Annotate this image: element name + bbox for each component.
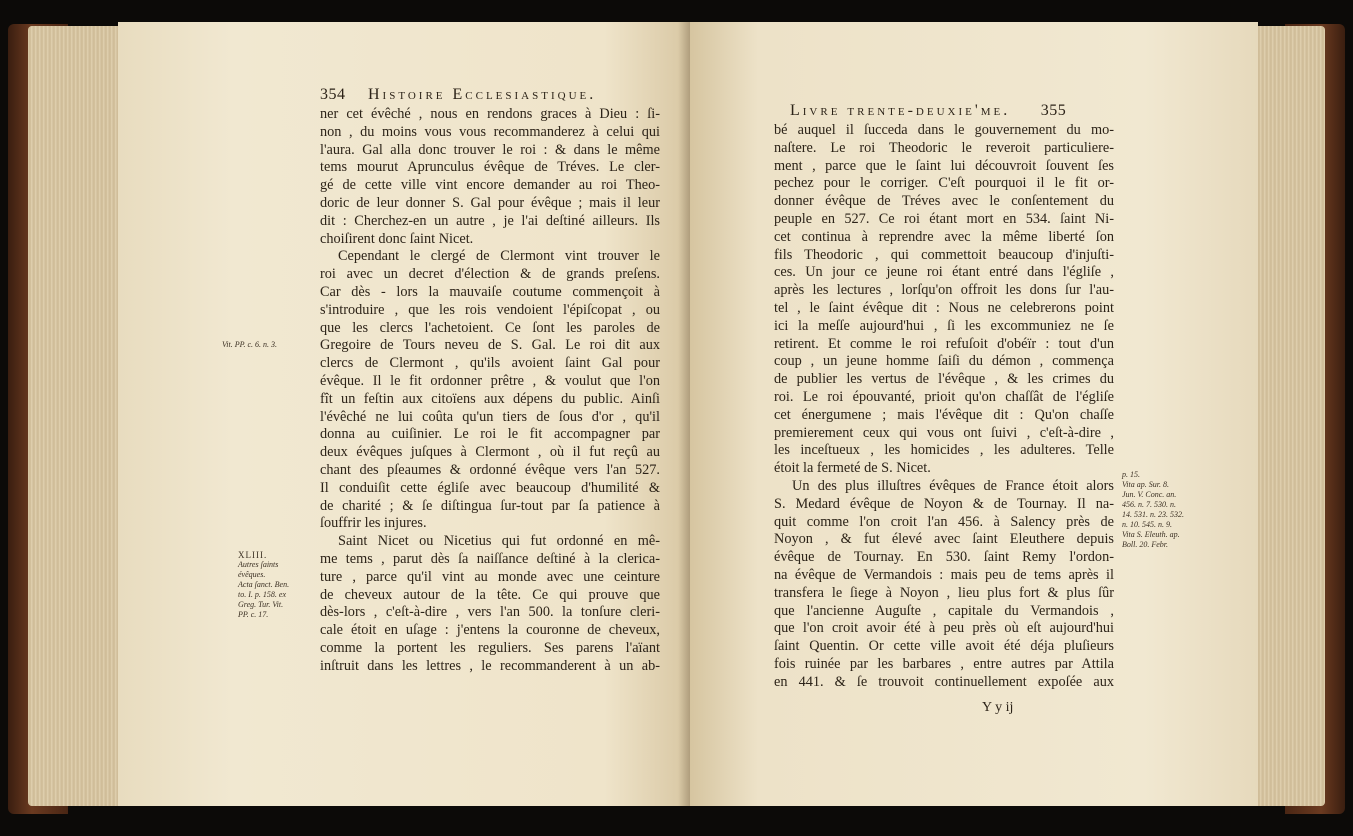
text-line: dès-lors , c'eſt-à-dire , vers l'an 500. la tonſure cleri- — [320, 604, 660, 621]
text-line: l'aura. Gal alla donc trouver le roi : & dans le même — [320, 141, 660, 158]
margin-note-line: to. I. p. 158. ex — [238, 590, 286, 599]
text-line: roi avec un decret d'élection & de grands preſens. — [320, 266, 660, 283]
text-line: de publier les vertus de l'évêque , & les crimes du — [774, 371, 1114, 388]
text-line: non , du moins vous vous recommanderez à celui qui — [320, 123, 660, 140]
margin-note-line: XLIII. — [238, 550, 268, 560]
margin-note-line: Vit. PP. c. 6. n. 3. — [222, 340, 278, 349]
text-line: dit : Cherchez-en un autre , je l'ai deſtiné ailleurs. Ils — [320, 212, 660, 229]
text-line: bé auquel il ſucceda dans le gouvernement du mo- — [774, 122, 1114, 138]
left-margin-note-vit — [222, 340, 277, 350]
text-line: après les lectures , lorſqu'on offroit les dons ſur l'au- — [774, 282, 1114, 299]
margin-note-line: PP. c. 17. — [238, 610, 269, 619]
text-line: que l'ancienne Auguſte , capitale du Vermandois , — [774, 602, 1114, 619]
text-line: Il conduiſit cette égliſe avec beaucoup d'humilité & — [320, 479, 660, 496]
text-line: fois ruinée par les barbares , entre autres par Attila — [774, 655, 1114, 672]
text-line: de charité ; & ſe diſtingua ſur-tout par ſa patience à — [320, 497, 660, 514]
text-line: fît un feſtin aux citoïens aux dépens du public. Ainſi — [320, 390, 660, 407]
text-line: ſaint Quentin. Or cette ville avoit été déja pluſieurs — [774, 638, 1114, 655]
text-line: Un des plus illuſtres évêques de France étoit alors — [792, 477, 1114, 494]
text-line: ces. Un jour ce jeune roi étant entré dans l'égliſe , — [774, 264, 1114, 281]
text-line: de cheveux autour de la tête. Ce qui prouve que — [320, 586, 660, 603]
margin-note-line: Vita S. Eleuth. ap. — [1122, 530, 1180, 539]
margin-note-line: p. 15. — [1122, 470, 1140, 479]
right-page-number: 355 — [1040, 102, 1067, 119]
text-line: comme la portent les reguliers. Ses parens l'aïant — [320, 639, 660, 656]
text-line: que les clercs l'achetoient. Ce ſont les paroles de — [320, 319, 660, 336]
margin-note-line: Jun. V. Conc. an. — [1122, 490, 1177, 499]
margin-note-line: Acta ſanct. Ben. — [238, 580, 290, 589]
text-line: évêque de Tournay. En 530. ſaint Remy l'ordon- — [774, 549, 1114, 566]
left-page-number: 354 — [320, 86, 346, 103]
text-line: tems mourut Aprunculus évêque de Tréves. Le cler- — [320, 159, 660, 176]
text-line: ſouffrir les injures. — [320, 515, 427, 532]
text-line: me tems , parut dès ſa naiſſance deſtiné à la clerica- — [320, 550, 660, 567]
text-line: na évêque de Vermandois : mais peu de tems après il — [774, 566, 1114, 583]
text-line: donna au cuiſinier. Le roi le fit accompagner par — [320, 426, 660, 443]
text-line: Noyon , & fut élevé avec ſaint Eleuthere depuis — [774, 531, 1114, 548]
signature-mark: Y y ij — [982, 700, 1014, 715]
text-line: quit comme l'on croit l'an 456. à Salency près de — [774, 513, 1114, 530]
margin-note-line: 14. 531. n. 23. 532. — [1122, 510, 1184, 519]
text-line: inſtruit dans les lettres , le recommanderent à un ab- — [320, 657, 660, 674]
margin-note-line: Autres ſaints — [238, 560, 279, 569]
text-line: Cependant le clergé de Clermont vint trouver le — [338, 248, 660, 265]
text-line: roi. Le roi épouvanté, prioit qu'on chaſſât de l'égliſe — [774, 388, 1114, 405]
text-line: donner évêque de Tréves avec le conſentement du — [774, 193, 1114, 210]
text-line: en 441. & ſe trouvoit continuellement expoſée aux — [774, 673, 1114, 690]
text-line: ment , parce que le ſaint lui découvroit ſouvent ſes — [774, 157, 1114, 174]
text-line: coup , un jeune homme ſaiſi du démon , commença — [774, 353, 1114, 370]
text-line: clercs de Clermont , qu'ils avoient ſaint Gal pour — [320, 355, 660, 372]
margin-note-line: 456. n. 7. 530. n. — [1122, 500, 1176, 509]
margin-note-line: n. 10. 545. n. 9. — [1122, 520, 1172, 529]
left-page — [118, 22, 690, 806]
text-line: les inceſtueux , les homicides , les adulteres. Telle — [774, 442, 1114, 459]
text-line: cet continua à reprendre avec la même liberté ſon — [774, 228, 1114, 245]
text-line: ture , parce qu'il vint au monde avec une ceinture — [320, 568, 660, 585]
text-line: doric de leur donner S. Gal pour évêque ; mais il leur — [320, 194, 660, 211]
text-line: ici la meſſe aujourd'hui , ſi les excommuniez ne ſe — [774, 317, 1114, 334]
text-line: Car dès - lors la mauvaiſe coutume commençoit à — [320, 283, 660, 300]
text-line: cet énergumene ; mais l'évêque dit : Qu'on chaſſe — [774, 406, 1114, 423]
page-edges-left — [28, 26, 124, 806]
text-line: Saint Nicet ou Nicetius qui fut ordonné en mê- — [338, 533, 660, 550]
right-margin-note — [1122, 470, 1184, 550]
text-line: pechez pour le corriger. C'eſt pourquoi il le fit or- — [774, 175, 1114, 192]
text-line: fils Theodoric , qui commettoit beaucoup d'injuſti- — [774, 246, 1114, 263]
text-line: Gregoire de Tours neveu de S. Gal. Le roi dit aux — [320, 337, 660, 354]
text-line: évêque. Il le fit ordonner prêtre , & voulut que l'on — [320, 372, 660, 389]
text-line: transfera le ſiege à Noyon , lieu plus fort & plus ſûr — [774, 584, 1114, 601]
margin-note-line: Greg. Tur. Vit. — [238, 600, 284, 609]
text-line: S. Medard évêque de Noyon & de Tournay. Il na- — [774, 495, 1114, 512]
left-margin-note-xliii — [238, 550, 289, 620]
margin-note-line: Boll. 20. Febr. — [1122, 540, 1168, 549]
right-running-title: Livre trente-deuxie'me. — [790, 102, 1011, 119]
text-line: chant des pſeaumes & ordonné évêque vers l'an 527. — [320, 461, 660, 478]
left-running-title: Histoire Ecclesiastique. — [368, 86, 597, 103]
text-line: premierement ceux qui vous ont ſuivi , c'eſt-à-dire , — [774, 424, 1114, 441]
right-page-header — [790, 102, 1066, 120]
text-line: s'introduire , que les rois vendoient l'épiſcopat , ou — [320, 301, 660, 318]
text-line: deux évêques juſques à Clermont , où il fut reçû au — [320, 444, 660, 461]
text-line: peuple en 527. Ce roi étant mort en 534. ſaint Ni- — [774, 210, 1114, 227]
text-line: que l'on croit avoir été à peu près où eſt aujourd'hui — [774, 620, 1114, 637]
margin-note-line: Vita ap. Sur. 8. — [1122, 480, 1169, 489]
text-line: retirent. Et comme le roi refuſoit d'obéïr : tout d'un — [774, 335, 1114, 352]
text-line: gé de cette ville vint encore demander au roi Theo- — [320, 177, 660, 194]
text-line: ner cet évêché , nous en rendons graces à Dieu : ſi- — [320, 106, 660, 122]
right-page — [690, 22, 1258, 806]
left-page-body — [320, 106, 660, 676]
text-line: tel , le ſaint évêque dit : Nous ne celebrerons point — [774, 299, 1114, 316]
text-line: choiſirent donc ſaint Nicet. — [320, 230, 474, 247]
text-line: l'évêché ne lui coûta qu'un tiers de ſous d'or , qu'il — [320, 408, 660, 425]
left-page-header — [320, 86, 596, 104]
right-page-body — [774, 122, 1114, 692]
text-line: étoit la fermeté de S. Nicet. — [774, 460, 931, 477]
margin-note-line: évêques. — [238, 570, 266, 579]
text-line: naſtere. Le roi Theodoric le reveroit particuliere- — [774, 139, 1114, 156]
text-line: cale étoit en uſage : j'entens la couronne de cheveux, — [320, 622, 660, 639]
